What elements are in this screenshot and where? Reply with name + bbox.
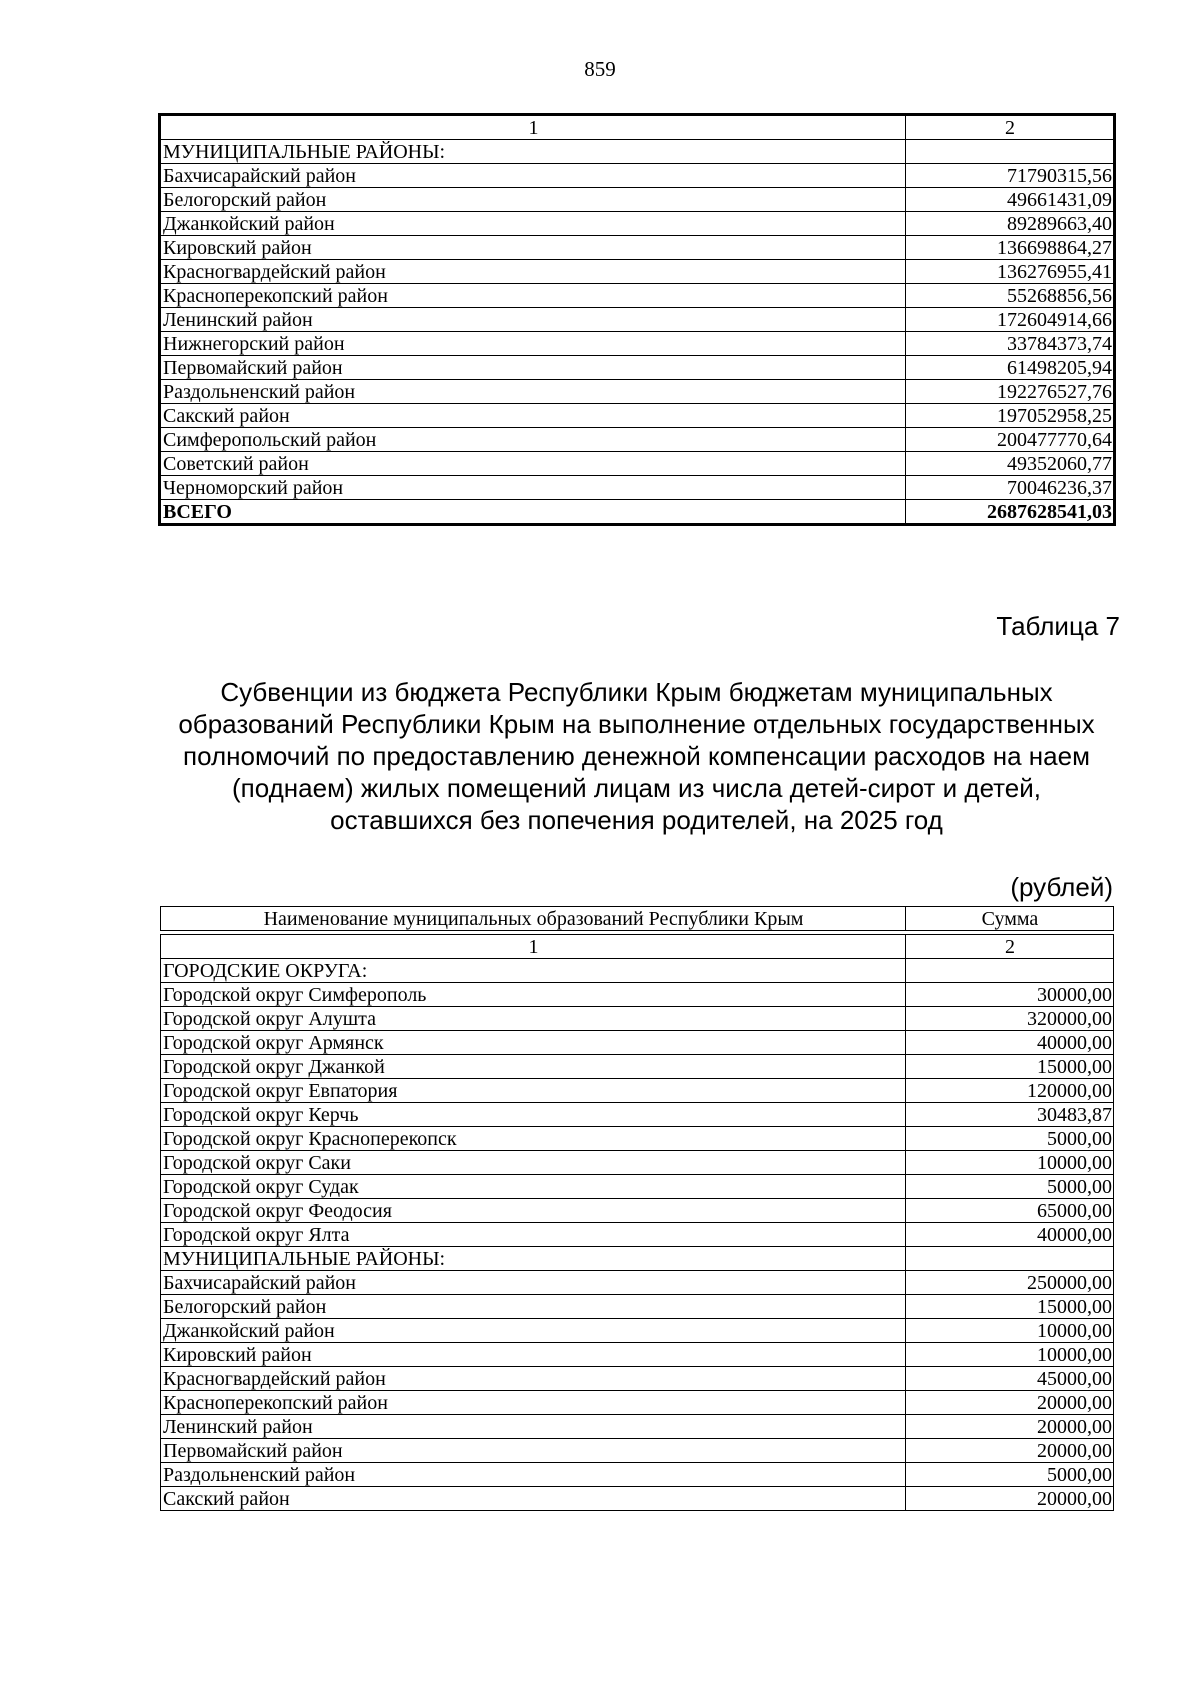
section-row-districts	[161, 1247, 1114, 1271]
row-amount: 10000,00	[906, 1319, 1114, 1343]
row-amount: 120000,00	[906, 1079, 1114, 1103]
title-line: полномочий по предоставлению денежной компенсации расходов на наем	[183, 741, 1090, 771]
row-amount: 55268856,56	[906, 284, 1114, 308]
table-title	[160, 676, 1113, 836]
row-amount: 320000,00	[906, 1007, 1114, 1031]
table-row	[161, 284, 1114, 308]
table-row	[161, 476, 1114, 500]
row-name: Городской округ Судак	[161, 1175, 906, 1199]
table-row	[161, 983, 1114, 1007]
column-number-2: 2	[906, 116, 1114, 140]
table-row	[161, 1007, 1114, 1031]
row-name: Городской округ Феодосия	[161, 1199, 906, 1223]
table-row	[161, 1175, 1114, 1199]
row-amount: 136698864,27	[906, 236, 1114, 260]
row-name: Кировский район	[161, 1343, 906, 1367]
row-amount: 71790315,56	[906, 164, 1114, 188]
table-row	[161, 1079, 1114, 1103]
table-row	[161, 188, 1114, 212]
table-label: Таблица 7	[996, 611, 1120, 641]
column-number-1: 1	[161, 116, 906, 140]
row-name: Джанкойский район	[161, 1319, 906, 1343]
table-row	[161, 1391, 1114, 1415]
column-number-row	[161, 116, 1114, 140]
row-name: Городской округ Алушта	[161, 1007, 906, 1031]
table-row	[161, 1151, 1114, 1175]
table-row	[161, 1295, 1114, 1319]
table-row	[161, 332, 1114, 356]
table-row	[161, 1415, 1114, 1439]
column-number-2: 2	[906, 935, 1114, 959]
row-name: Городской округ Армянск	[161, 1031, 906, 1055]
row-name: Раздольненский район	[161, 1463, 906, 1487]
row-amount: 5000,00	[906, 1127, 1114, 1151]
row-amount: 250000,00	[906, 1271, 1114, 1295]
row-name: Ленинский район	[161, 308, 906, 332]
row-amount: 136276955,41	[906, 260, 1114, 284]
table-row	[161, 1103, 1114, 1127]
section-title-districts: МУНИЦИПАЛЬНЫЕ РАЙОНЫ:	[161, 1247, 906, 1271]
row-name: Городской округ Керчь	[161, 1103, 906, 1127]
table-row	[161, 1319, 1114, 1343]
row-name: Красногвардейский район	[161, 260, 906, 284]
table-row	[161, 1367, 1114, 1391]
table-row	[161, 308, 1114, 332]
row-amount: 70046236,37	[906, 476, 1114, 500]
row-amount: 197052958,25	[906, 404, 1114, 428]
total-row	[161, 500, 1114, 524]
row-amount: 15000,00	[906, 1055, 1114, 1079]
row-amount: 20000,00	[906, 1415, 1114, 1439]
table-row	[161, 1031, 1114, 1055]
row-amount: 30000,00	[906, 983, 1114, 1007]
row-amount: 192276527,76	[906, 380, 1114, 404]
row-amount: 10000,00	[906, 1343, 1114, 1367]
page-number: 859	[584, 57, 616, 81]
table-row	[161, 356, 1114, 380]
row-name: Городской округ Джанкой	[161, 1055, 906, 1079]
row-name: Городской округ Симферополь	[161, 983, 906, 1007]
row-amount: 20000,00	[906, 1439, 1114, 1463]
column-number-1: 1	[161, 935, 906, 959]
row-amount: 15000,00	[906, 1295, 1114, 1319]
row-amount: 5000,00	[906, 1175, 1114, 1199]
table7-header	[160, 906, 1114, 931]
row-name: Сакский район	[161, 404, 906, 428]
table7	[160, 934, 1114, 1511]
row-name: Джанкойский район	[161, 212, 906, 236]
table-row	[161, 452, 1114, 476]
row-amount: 61498205,94	[906, 356, 1114, 380]
table-row	[161, 404, 1114, 428]
units-label: (рублей)	[1010, 872, 1113, 902]
title-line: образований Республики Крым на выполнение отдельных государственных	[178, 709, 1095, 739]
row-name: Раздольненский район	[161, 380, 906, 404]
table-row	[161, 1055, 1114, 1079]
table-row	[161, 212, 1114, 236]
row-name: Красногвардейский район	[161, 1367, 906, 1391]
continued-table	[160, 115, 1114, 524]
row-amount: 20000,00	[906, 1391, 1114, 1415]
section-row	[161, 140, 1114, 164]
row-amount: 49352060,77	[906, 452, 1114, 476]
header-row	[161, 907, 1114, 931]
table-row	[161, 164, 1114, 188]
row-amount: 172604914,66	[906, 308, 1114, 332]
row-amount: 49661431,09	[906, 188, 1114, 212]
table-row	[161, 428, 1114, 452]
header-amount: Сумма	[906, 907, 1114, 931]
table-row	[161, 1439, 1114, 1463]
row-amount: 30483,87	[906, 1103, 1114, 1127]
row-amount: 89289663,40	[906, 212, 1114, 236]
row-amount: 5000,00	[906, 1463, 1114, 1487]
row-name: Сакский район	[161, 1487, 906, 1511]
row-amount: 40000,00	[906, 1223, 1114, 1247]
title-line: (поднаем) жилых помещений лицам из числа детей-сирот и детей,	[232, 773, 1041, 803]
total-label: ВСЕГО	[161, 500, 906, 524]
row-name: Кировский район	[161, 236, 906, 260]
table-row	[161, 1199, 1114, 1223]
row-amount: 33784373,74	[906, 332, 1114, 356]
table-row	[161, 1463, 1114, 1487]
table-row	[161, 380, 1114, 404]
row-name: Нижнегорский район	[161, 332, 906, 356]
row-name: Советский район	[161, 452, 906, 476]
header-name: Наименование муниципальных образований Республики Крым	[161, 907, 906, 931]
table-row	[161, 260, 1114, 284]
row-amount: 200477770,64	[906, 428, 1114, 452]
total-amount: 2687628541,03	[906, 500, 1114, 524]
row-name: Белогорский район	[161, 188, 906, 212]
row-name: Бахчисарайский район	[161, 164, 906, 188]
row-name: Городской округ Евпатория	[161, 1079, 906, 1103]
title-line: оставшихся без попечения родителей, на 2025 год	[330, 805, 943, 835]
section-title: МУНИЦИПАЛЬНЫЕ РАЙОНЫ:	[161, 140, 906, 164]
row-name: Ленинский район	[161, 1415, 906, 1439]
section-empty-cell	[906, 959, 1114, 983]
table-row	[161, 1271, 1114, 1295]
row-name: Городской округ Ялта	[161, 1223, 906, 1247]
title-line: Субвенции из бюджета Республики Крым бюджетам муниципальных	[220, 677, 1053, 707]
table-row	[161, 1487, 1114, 1511]
row-name: Городской округ Красноперекопск	[161, 1127, 906, 1151]
table-row	[161, 1223, 1114, 1247]
row-name: Первомайский район	[161, 356, 906, 380]
table-row	[161, 1343, 1114, 1367]
row-name: Красноперекопский район	[161, 1391, 906, 1415]
row-name: Городской округ Саки	[161, 1151, 906, 1175]
row-name: Бахчисарайский район	[161, 1271, 906, 1295]
section-empty-cell	[906, 1247, 1114, 1271]
row-name: Первомайский район	[161, 1439, 906, 1463]
row-amount: 45000,00	[906, 1367, 1114, 1391]
row-name: Черноморский район	[161, 476, 906, 500]
row-amount: 40000,00	[906, 1031, 1114, 1055]
row-name: Симферопольский район	[161, 428, 906, 452]
row-name: Красноперекопский район	[161, 284, 906, 308]
row-amount: 20000,00	[906, 1487, 1114, 1511]
section-empty-cell	[906, 140, 1114, 164]
section-title-cities: ГОРОДСКИЕ ОКРУГА:	[161, 959, 906, 983]
table-row	[161, 236, 1114, 260]
column-number-row	[161, 935, 1114, 959]
row-name: Белогорский район	[161, 1295, 906, 1319]
row-amount: 65000,00	[906, 1199, 1114, 1223]
row-amount: 10000,00	[906, 1151, 1114, 1175]
table-row	[161, 1127, 1114, 1151]
section-row-cities	[161, 959, 1114, 983]
